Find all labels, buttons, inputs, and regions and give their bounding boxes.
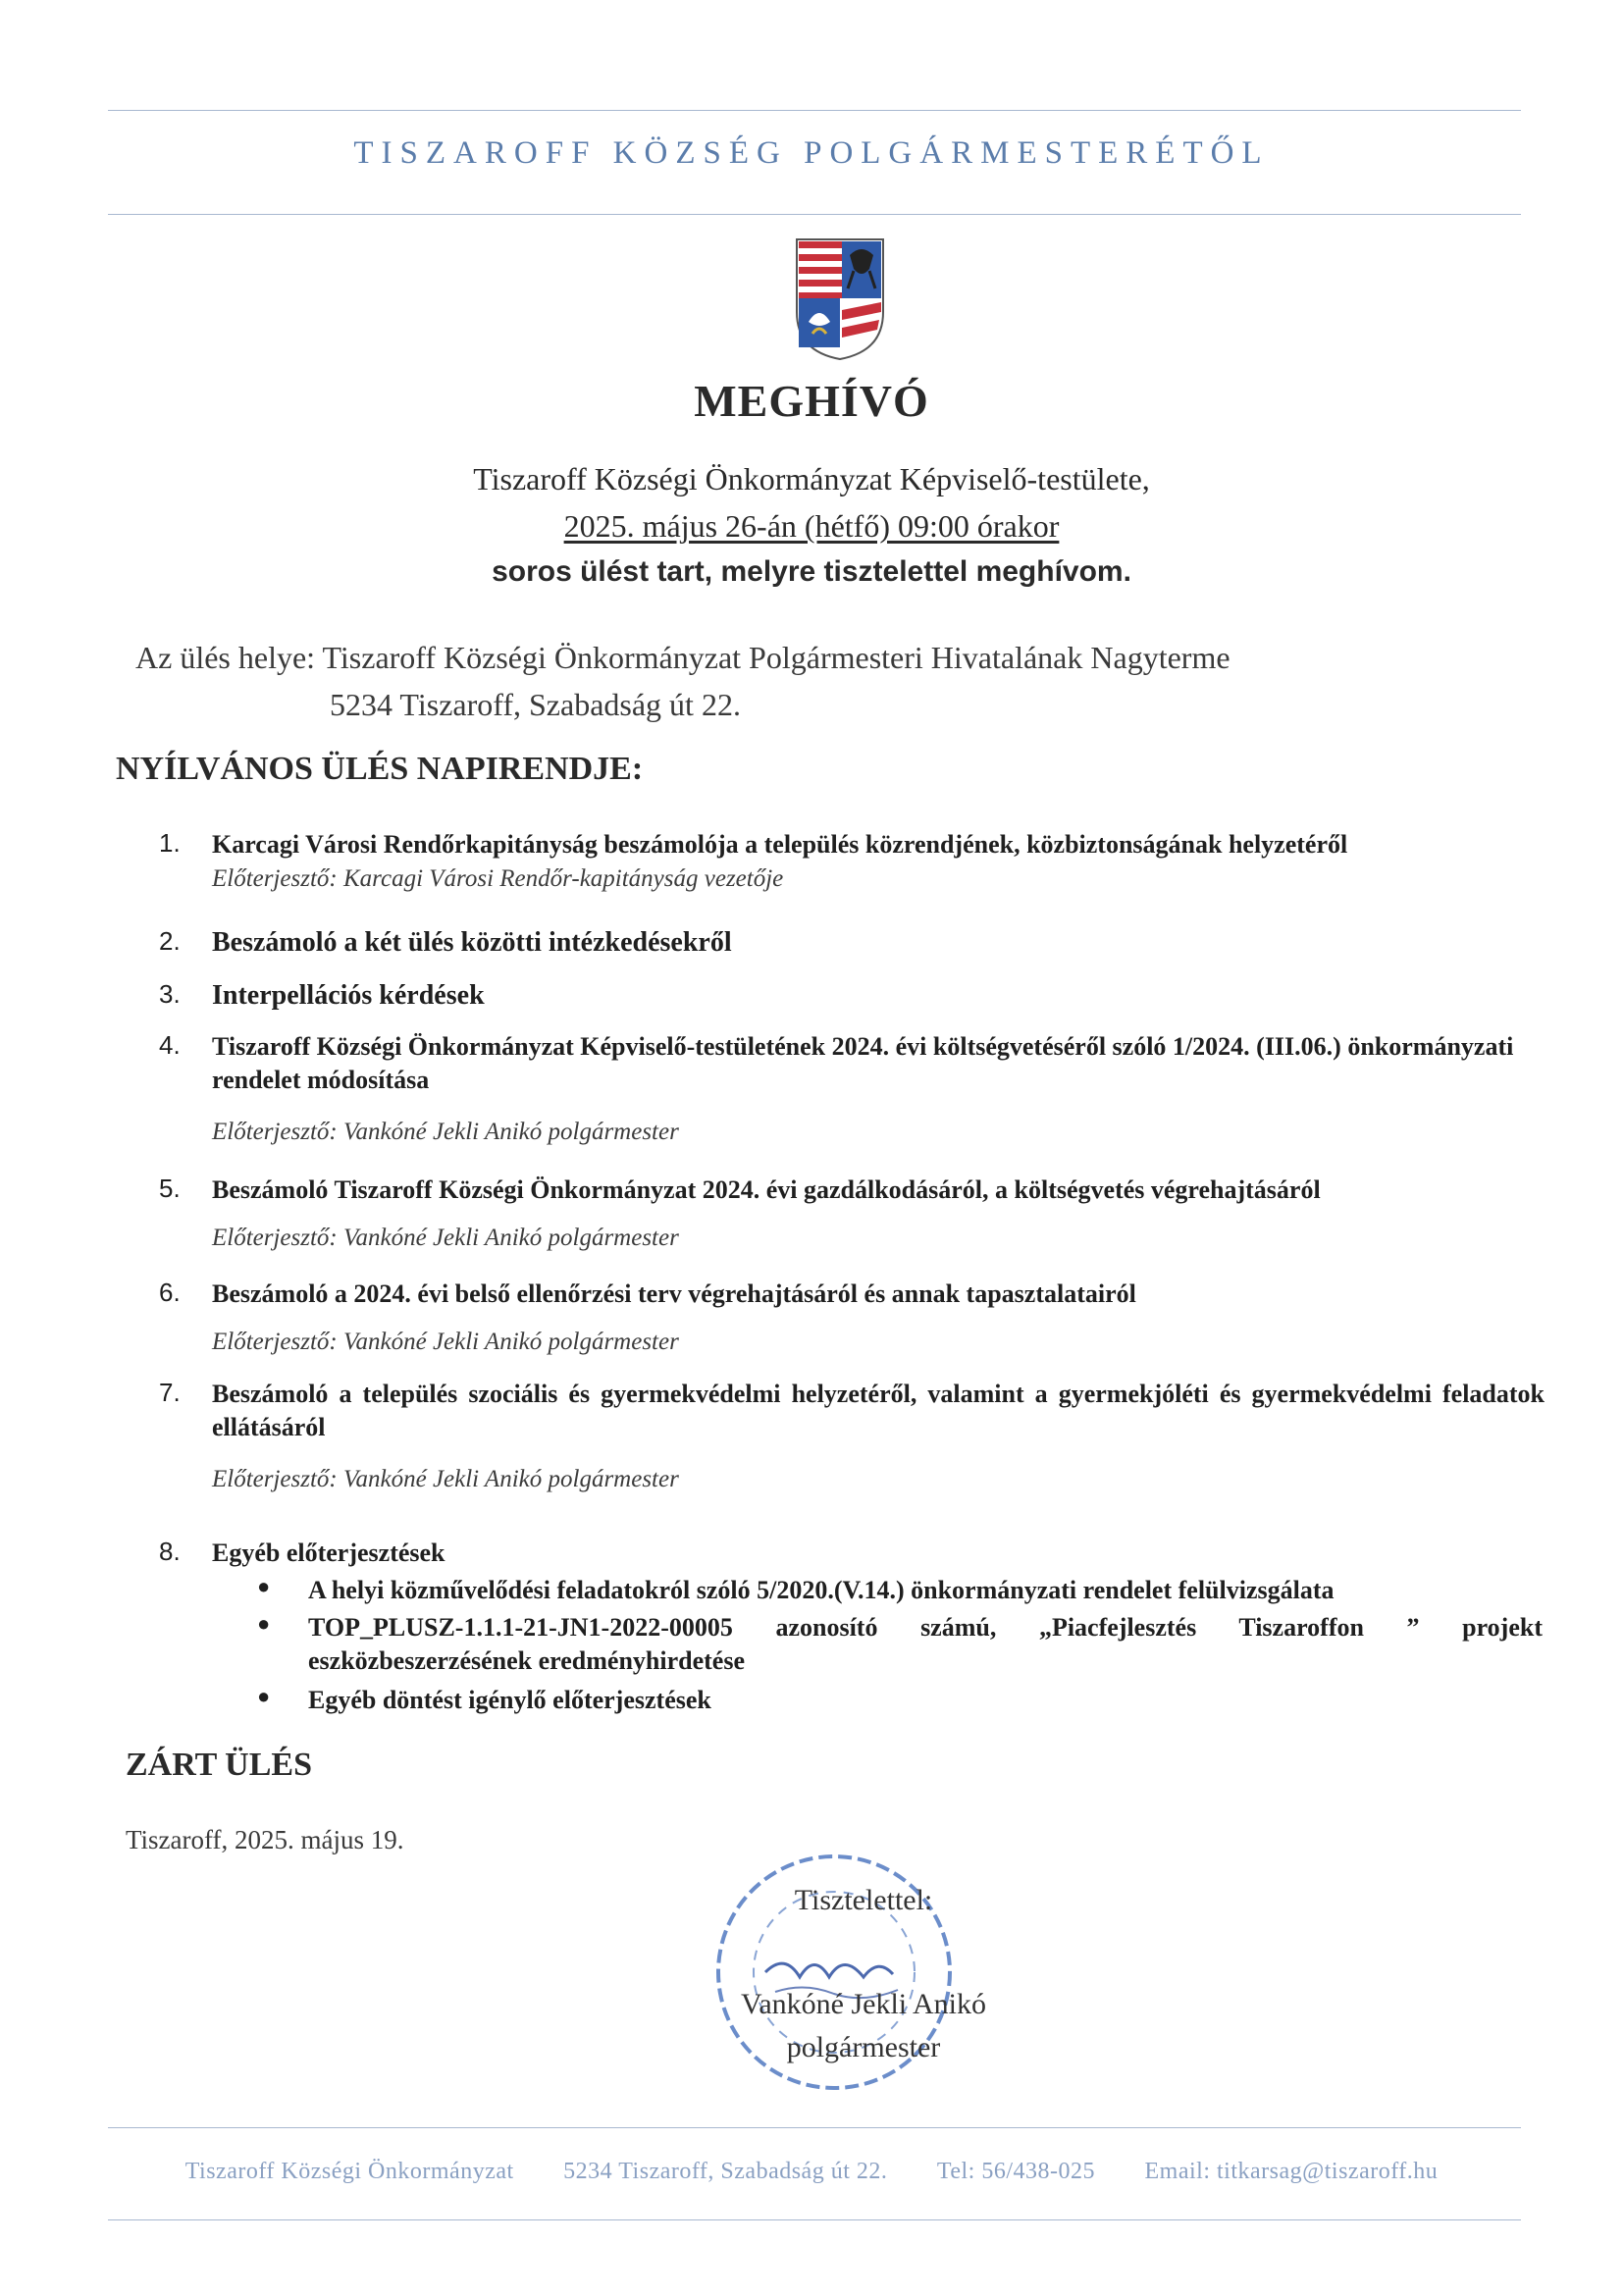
document-date: Tiszaroff, 2025. május 19. [126, 1825, 404, 1854]
footer-bottom-rule [108, 2219, 1521, 2220]
agenda-item-number: 7. [159, 1378, 181, 1407]
header-top-rule [108, 110, 1521, 111]
closed-session-heading: ZÁRT ÜLÉS [126, 1747, 312, 1783]
agenda-item-text-content: Beszámoló a település szociális és gyermekvédelmi helyzetéről, valamint a gyermekjóléti és gyermekvédelmi feladatok ellátásáról [212, 1380, 1544, 1441]
invitation-date-line [0, 508, 1623, 545]
bullet-icon: ● [257, 1574, 271, 1598]
footer-address: 5234 Tiszaroff, Szabadság út 22. [563, 2159, 888, 2184]
footer-email: Email: titkarsag@tiszaroff.hu [1144, 2159, 1439, 2184]
coat-of-arms-icon [791, 235, 889, 363]
agenda-item-number: 5. [159, 1174, 181, 1203]
agenda-item-text: Interpellációs kérdések [212, 980, 485, 1011]
agenda-item-presenter: Előterjesztő: Vankóné Jekli Anikó polgármester [212, 1329, 679, 1355]
bullet-icon: ● [257, 1611, 271, 1636]
meeting-place-line-2: 5234 Tiszaroff, Szabadság út 22. [330, 687, 741, 722]
footer-org: Tiszaroff Községi Önkormányzat [184, 2159, 514, 2184]
agenda-item-number: 2. [159, 926, 181, 956]
bullet-icon: ● [257, 1684, 271, 1708]
signature-greeting: Tisztelettel: [794, 1884, 933, 1916]
agenda-item-presenter: Előterjesztő: Karcagi Városi Rendőr-kapitányság vezetője [212, 865, 784, 892]
signature-name: Vankóné Jekli Anikó [741, 1988, 986, 2020]
agenda-item-text: Egyéb előterjesztések [212, 1539, 445, 1567]
agenda-item-number: 3. [159, 979, 181, 1009]
invitation-line-1: Tiszaroff Községi Önkormányzat Képviselő-testülete, [473, 461, 1150, 496]
meeting-place-line-1: Az ülés helye: Tiszaroff Községi Önkormányzat Polgármesteri Hivatalának Nagyterme [135, 640, 1230, 675]
agenda-item-presenter: Előterjesztő: Vankóné Jekli Anikó polgármester [212, 1119, 679, 1145]
agenda-item-text: Beszámoló Tiszaroff Községi Önkormányzat 2024. évi gazdálkodásáról, a költségvetés végrehajtásáról [212, 1175, 1321, 1204]
signature-role: polgármester [786, 2031, 941, 2063]
footer-contact [0, 2159, 1623, 2185]
sub-item-text: TOP_PLUSZ-1.1.1-21-JN1-2022-00005 azonosító számú, „Piacfejlesztés Tiszaroffon ” projekt eszközbeszerzésének eredményhirdetése [308, 1613, 1543, 1675]
agenda-item-number: 4. [159, 1030, 181, 1060]
footer-phone: Tel: 56/438-025 [936, 2159, 1096, 2184]
agenda-item-presenter: Előterjesztő: Vankóné Jekli Anikó polgármester [212, 1225, 679, 1251]
agenda-item-text [212, 1378, 1544, 1444]
agenda-item-presenter: Előterjesztő: Vankóné Jekli Anikó polgármester [212, 1466, 679, 1492]
invitation-date: 2025. május 26-án (hétfő) 09:00 órakor [563, 508, 1060, 544]
footer-top-rule [108, 2127, 1521, 2128]
sub-item-text: Egyéb döntést igénylő előterjesztések [308, 1686, 711, 1714]
sub-item-text: A helyi közművelődési feladatokról szóló 5/2020.(V.14.) önkormányzati rendelet felülvizsgálata [308, 1576, 1335, 1604]
agenda-item-text: Tiszaroff Községi Önkormányzat Képviselő-testületének 2024. évi költségvetéséről szóló 1/2024. (III.06.) önkormányzati rendelet módosítása [212, 1032, 1514, 1094]
invitation-line-3: soros ülést tart, melyre tisztelettel meghívom. [492, 555, 1131, 588]
agenda-item-text: Karcagi Városi Rendőrkapitányság beszámolója a település közrendjének, közbiztonságának helyzetéről [212, 830, 1348, 859]
header-title: TISZAROFF KÖZSÉG POLGÁRMESTERÉTŐL [353, 135, 1270, 171]
header-bottom-rule [108, 214, 1521, 215]
agenda-item-number: 8. [159, 1537, 181, 1566]
document-title: MEGHÍVÓ [694, 376, 929, 426]
agenda-item-text: Beszámoló a két ülés közötti intézkedésekről [212, 927, 732, 958]
agenda-item-number: 1. [159, 828, 181, 858]
agenda-item-number: 6. [159, 1278, 181, 1307]
agenda-item-text: Beszámoló a 2024. évi belső ellenőrzési terv végrehajtásáról és annak tapasztalatairól [212, 1279, 1136, 1308]
agenda-heading: NYÍLVÁNOS ÜLÉS NAPIRENDJE: [116, 751, 644, 787]
